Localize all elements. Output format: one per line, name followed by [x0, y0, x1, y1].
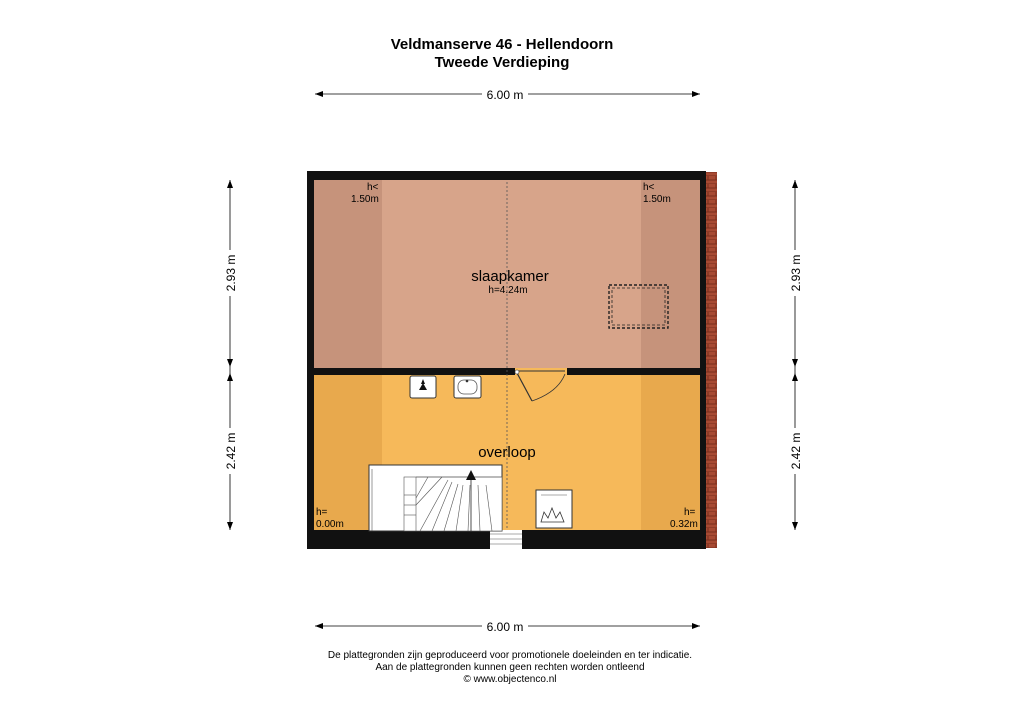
dimension-right-upper-label: 2.93 m	[789, 254, 803, 292]
bedroom-height: h=4.24m	[488, 285, 528, 296]
disclaimer-footer	[0, 650, 1020, 686]
height-marker-bottom-left-2: 0.00m	[316, 519, 344, 530]
dimension-right	[787, 180, 803, 530]
disclaimer-line-1: De plattegronden zijn geproduceerd voor promotionele doeleinden en ter indicatie.	[327, 650, 693, 661]
disclaimer-line-2: Aan de plattegronden kunnen geen rechten worden ontleend	[375, 662, 645, 673]
dimension-bottom	[315, 618, 700, 634]
height-marker-bottom-right-2: 0.32m	[670, 519, 698, 530]
height-marker-bottom-left-1: h=	[316, 507, 328, 518]
floor-title: Tweede Verdieping	[434, 54, 570, 71]
brick-wall	[706, 172, 717, 548]
toilet-icon	[410, 376, 436, 398]
dimension-left	[222, 180, 238, 530]
height-marker-top-right-2: 1.50m	[643, 194, 671, 205]
landing-name: overloop	[478, 444, 536, 461]
bedroom-low-ceiling-right	[641, 180, 700, 368]
bedroom-name: slaapkamer	[471, 268, 549, 285]
height-marker-bottom-right-1: h=	[684, 507, 696, 518]
dimension-bottom-label: 6.00 m	[486, 620, 524, 634]
cabinet-icon	[536, 490, 572, 528]
address-title: Veldmanserve 46 - Hellendoorn	[390, 36, 614, 53]
height-marker-top-left-2: 1.50m	[351, 194, 379, 205]
bedroom-low-ceiling-left	[314, 180, 382, 368]
dimension-top-label: 6.00 m	[486, 88, 524, 102]
staircase	[369, 465, 502, 531]
height-marker-top-left-1: h<	[367, 182, 379, 193]
dimension-top	[315, 86, 700, 102]
dimension-right-lower-label: 2.42 m	[789, 432, 803, 470]
dimension-left-upper-label: 2.93 m	[224, 254, 238, 292]
bottom-wall-opening	[490, 530, 522, 549]
sink-icon	[454, 376, 481, 398]
copyright-link[interactable]: © www.objectenco.nl	[463, 674, 557, 685]
dimension-left-lower-label: 2.42 m	[224, 432, 238, 470]
height-marker-top-right-1: h<	[643, 182, 655, 193]
